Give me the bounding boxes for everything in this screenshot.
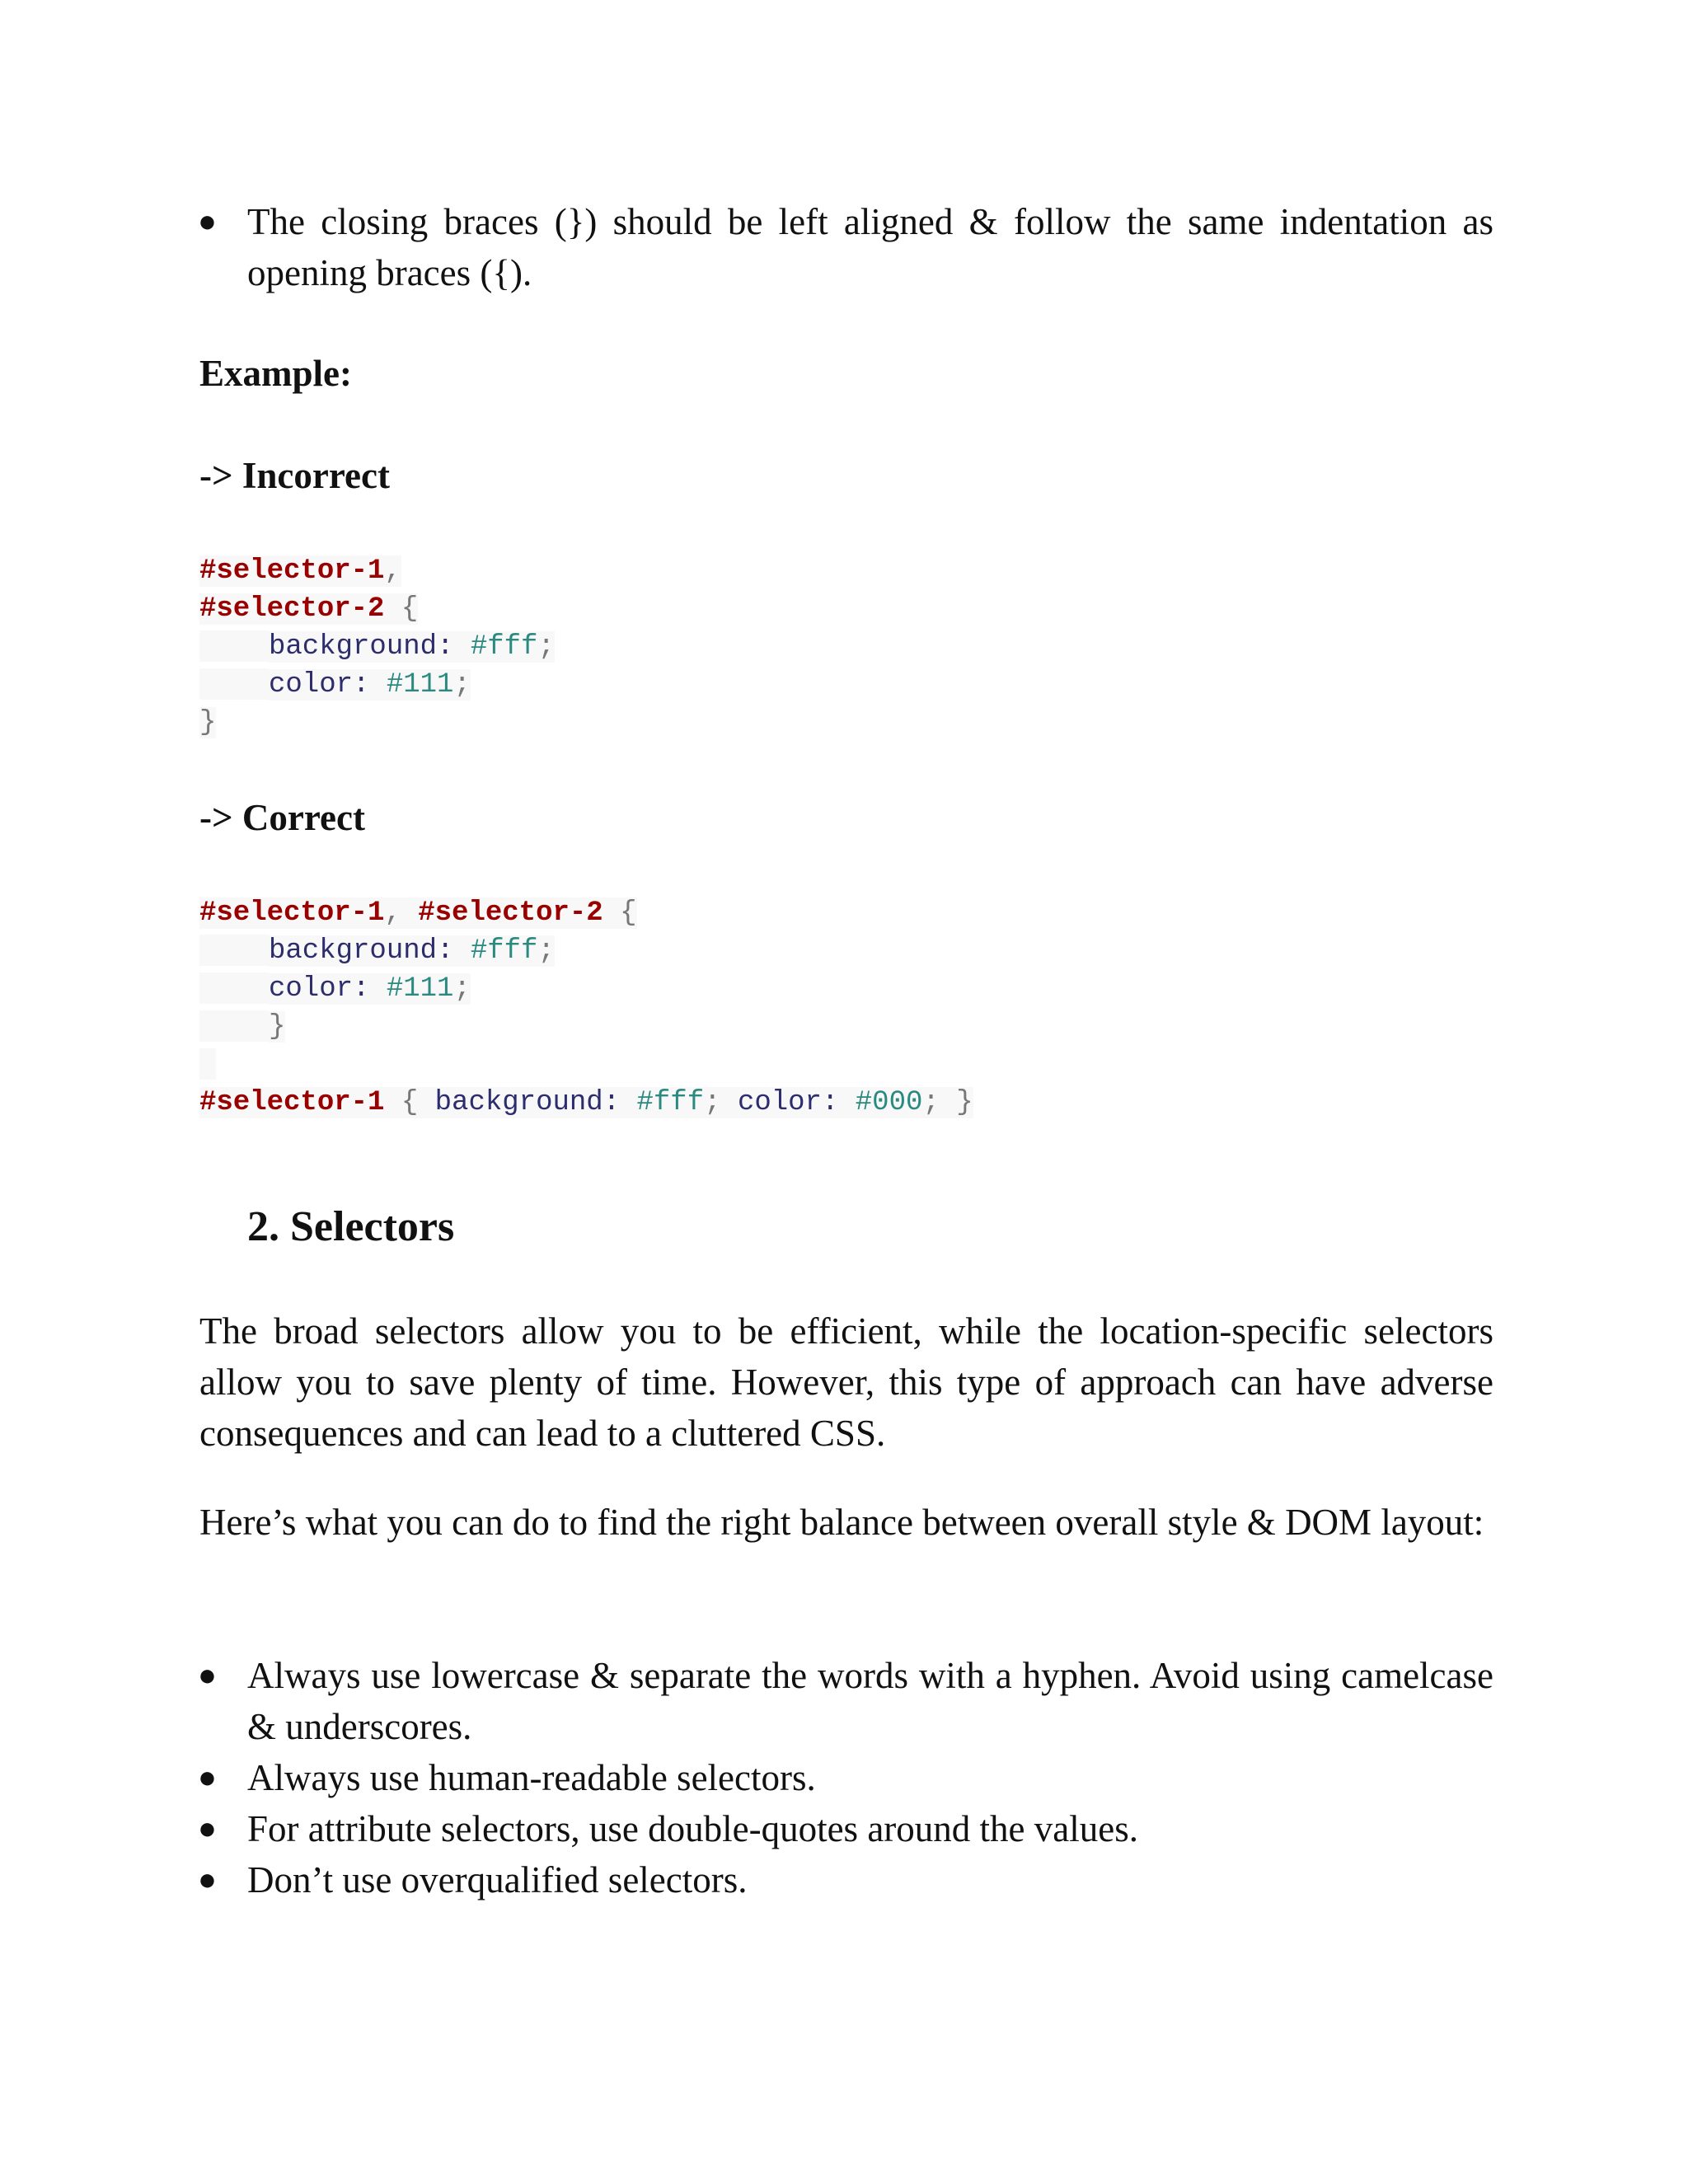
code-line: [199, 970, 471, 1008]
bullet-text: Always use human-readable selectors.: [247, 1757, 816, 1798]
list-item: [198, 1803, 1493, 1854]
correct-label: -> Correct: [199, 797, 365, 838]
code-punctuation: ;: [922, 1087, 957, 1118]
code-value: #fff: [470, 935, 538, 967]
code-punctuation: ,: [384, 555, 401, 587]
bullet-text: Always use lowercase & separate the words with a hyphen. Avoid using camelcase & underscores.: [247, 1655, 1493, 1747]
code-value: #111: [386, 669, 454, 701]
code-selector: #selector-1: [199, 1087, 385, 1118]
code-punctuation: ;: [537, 631, 555, 663]
bullet-icon: ●: [198, 1811, 217, 1846]
code-selector: #selector-2: [199, 593, 385, 625]
code-line: [199, 1008, 285, 1046]
code-punctuation: {: [384, 1087, 435, 1118]
code-indent: [199, 935, 269, 966]
list-item: [198, 1752, 1493, 1803]
code-property: color:: [737, 1087, 839, 1118]
paragraph: Here’s what you can do to find the right balance between overall style & DOM layout:: [199, 1502, 1484, 1543]
code-value: #000: [855, 1087, 923, 1118]
code-property: background:: [269, 631, 454, 663]
code-indent: [199, 630, 269, 662]
code-punctuation: }: [956, 1087, 973, 1118]
code-punctuation: ;: [453, 669, 471, 701]
example-label: Example:: [199, 353, 352, 394]
code-selector: #selector-1: [199, 898, 385, 929]
code-property: background:: [434, 1087, 621, 1118]
code-line: [199, 932, 555, 970]
code-punctuation: }: [269, 1011, 286, 1043]
code-indent: [199, 972, 269, 1004]
list-item: [198, 196, 1493, 298]
bullet-icon: ●: [198, 1760, 217, 1795]
code-line: [199, 628, 555, 666]
code-punctuation: ;: [537, 935, 555, 967]
bullet-text: For attribute selectors, use double-quotes around the values.: [247, 1808, 1138, 1849]
code-line: [199, 666, 471, 704]
selector-bullet-list: [198, 1650, 1493, 1905]
list-item: [198, 1854, 1493, 1905]
code-punctuation: ;: [453, 973, 471, 1005]
code-indent: [199, 668, 269, 700]
braces-bullet-list: [198, 196, 1493, 298]
code-value: #fff: [470, 631, 538, 663]
code-line: [199, 590, 418, 628]
code-value: #fff: [636, 1087, 705, 1118]
code-line: [199, 704, 216, 742]
code-line: [199, 552, 401, 590]
code-punctuation: ;: [704, 1087, 738, 1118]
paragraph: The broad selectors allow you to be efficient, while the location-specific selectors allow you to save plenty of time. However, this type of approach can have adverse consequences and can lead to a cluttered CSS.: [199, 1310, 1493, 1454]
code-property: background:: [269, 935, 454, 967]
section-heading: 2. Selectors: [247, 1203, 455, 1250]
code-selector: #selector-1: [199, 555, 385, 587]
code-punctuation: ,: [384, 898, 401, 929]
bullet-text: The closing braces (}) should be left aligned & follow the same indentation as opening braces ({).: [247, 201, 1493, 293]
bullet-icon: ●: [198, 204, 217, 239]
code-line: [199, 1084, 973, 1122]
incorrect-label: -> Incorrect: [199, 455, 390, 496]
code-property: color:: [269, 669, 370, 701]
code-indent: [199, 1048, 216, 1080]
code-line: [199, 1046, 216, 1084]
code-value: #111: [386, 973, 454, 1005]
code-selector: #selector-2: [418, 898, 603, 929]
bullet-text: Don’t use overqualified selectors.: [247, 1859, 748, 1900]
code-indent: [199, 1010, 269, 1042]
code-property: color:: [269, 973, 370, 1005]
code-punctuation: {: [603, 898, 637, 929]
code-line: [199, 894, 637, 932]
bullet-icon: ●: [198, 1658, 217, 1693]
list-item: [198, 1650, 1493, 1752]
code-punctuation: }: [199, 707, 217, 738]
bullet-icon: ●: [198, 1863, 217, 1897]
code-punctuation: {: [384, 593, 419, 625]
